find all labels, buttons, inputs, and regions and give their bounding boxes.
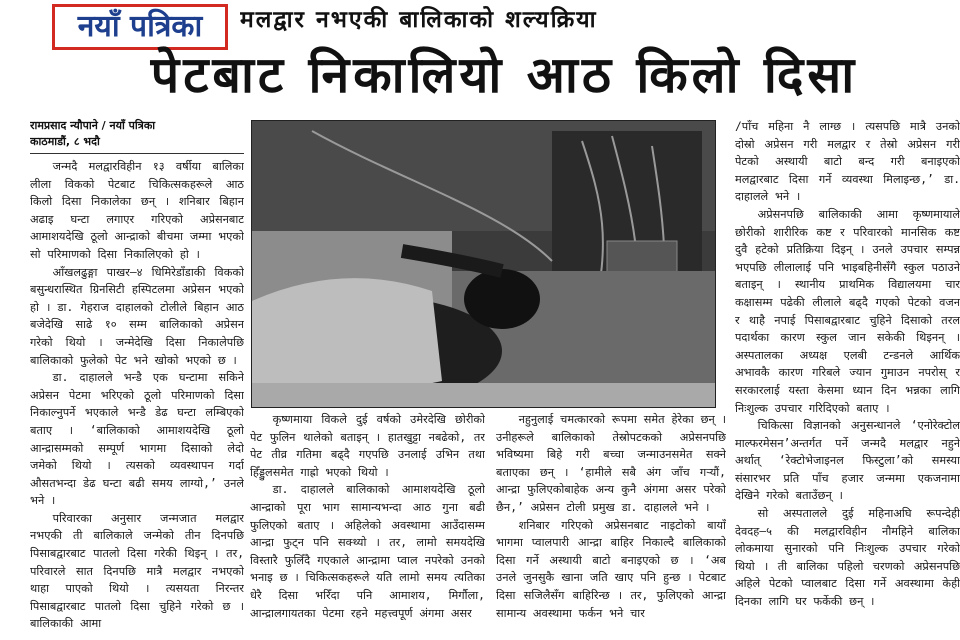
article-photo xyxy=(251,120,716,408)
article-column-3 xyxy=(496,411,726,640)
logo-text: नयाँ पत्रिका xyxy=(77,9,203,44)
article-column-1 xyxy=(30,158,244,640)
paragraph: अप्रेसनपछि बालिकाकी आमा कृष्णमायाले छोरीको शारीरिक कष्ट र परिवारको मानसिक कष्ट दुवै हटेको प्रतिक्रिया दिइन् । उनले उपचार सम्पन्न भएपछि लीलालाई पनि भाइबहिनीसँगै स्कुल पठाउने बताइन् । स्थानीय प्राथमिक विद्यालयमा चार कक्षासम्म पढेकी लीलाले बढ्दै गएको पेटको वजन र थाहै नपाई पिसाबद्वारबाट चुहिने दिसाको तरल पदार्थका कारण स्कुल जान सकेकी थिइनन् । अस्पतालका अध्यक्ष एलबी टन्डनले आर्थिक अभावकै कारण गरिबले ज्यान गुमाउन नपरोस् र सरकारलाई यस्ता केसमा ध्यान दिन भन्नका लागि निःशुल्क उपचार गरिदिएको बताए । xyxy=(735,207,960,415)
byline-author: रामप्रसाद न्यौपाने / नयाँ पत्रिका xyxy=(30,119,156,132)
paragraph: नहुनुलाई चमत्कारको रूपमा समेत हेरेका छन् । उनीहरूले बालिकाको तेस्रोपटकको अप्रेसनपछि भविष्यमा बिहे गरी बच्चा जन्माउनसमेत सक्ने बताएका छन् । ‘हामीले सबै अंग जाँच गर्‍यौं, आन्द्रा फुलिएकोबाहेक अन्य कुनै अंगमा असर परेको छैन,’ अप्रेसन टोली प्रमुख डा. दाहालले भने । xyxy=(496,413,726,514)
paragraph: चिकित्सा विज्ञानको अनुसन्धानले ‘एनोरेक्टोल माल्फरमेसन’अन्तर्गत पर्ने जन्मदै मलद्वार नहुने अर्थात् ‘रेक्टोभेजाइनल फिस्टुला’को समस्या संसारभर प्रति पाँच हजार जन्ममा एकजनामा देखिने गरेको बताउँछन् । xyxy=(735,419,960,503)
paragraph: सो अस्पतालले दुई महिनाअघि रूपन्देही देवदह–५ की मलद्वारविहीन नौमहिने बालिका लोकमाया सुनारको पनि निःशुल्क उपचार गरेको थियो । ती बालिका पहिलो चरणको अप्रेसनपछि अहिले पेटको प्वालबाट दिसा गर्ने अवस्थामा केही दिनका लागि घर फर्केकी छन् । xyxy=(735,507,960,609)
paragraph: शनिबार गरिएको अप्रेसनबाट नाइटोको बायाँ भागमा प्वालपारी आन्द्रा बाहिर निकाल्दै बालिकाको दिसा गर्ने अस्थायी बाटो बनाइएको छ । ‘अब उनले जुनसुकै खाना जति खाए पनि हुन्छ । पेटबाट दिसा सजिलैसँग बाहिरिन्छ । तर, फुलिएको आन्द्रा सामान्य अवस्थामा फर्कन भने चार xyxy=(496,518,726,620)
article-column-2 xyxy=(250,411,485,640)
paragraph: परिवारका अनुसार जन्मजात मलद्वार नभएकी ती बालिकाले जन्मेको तीन दिनपछि पिसाबद्वारबाट पातलो दिसा गरेकी थिइन् । तर, परिवारले सात दिनपछि मात्रै मलद्वार नभएको थाहा पाएको थियो । त्यसयता निरन्तर पिसाबद्वारबाट पातलो दिसा चुहिने गरेको छ । बालिकाकी आमा xyxy=(30,511,244,631)
patient-in-hospital-bed-photo xyxy=(252,121,716,408)
paragraph: डा. दाहालले भन्डै एक घन्टामा सकिने अप्रेसन पेटमा भरिएको ठूलो परिमाणको दिसा निकाल्नुपर्ने भएकाले भन्डै डेढ घन्टा लम्बिएको बताए । ‘बालिकाको आमाशयदेखि ठूलो आन्द्रासम्मको सम्पूर्ण भागमा दिसाको लेदो जमेको थियो । त्यसको व्यवस्थापन गर्दा औसतभन्दा डेढ घन्टा बढी समय लाग्यो,’ उनले भने । xyxy=(30,371,244,508)
paragraph: डा. दाहालले बालिकाको आमाशयदेखि ठूलो आन्द्राको पूरा भाग सामान्यभन्दा आठ गुना बढी फुलिएको बताए । अहिलेको अवस्थामा आउँदासम्म आन्द्रा फुट्न पनि सक्थ्यो । तर, लामो समयदेखि विस्तारै फुलिँदै गएकाले आन्द्रामा प्वाल नपरेको उनको भनाइ छ । चिकित्सकहरूले यति लामो समय त्यतिका धेरै दिसा भरिँदा पनि आमाशय, मिर्गौला, आन्द्रालगायतका पेटमा रहने महत्त्वपूर्ण अंगमा असर xyxy=(250,483,485,620)
paragraph: जन्मदै मलद्वारविहीन १३ वर्षीया बालिका लीला विकको पेटबाट चिकित्सकहरूले आठ किलो दिसा निकालेका छन् । शनिबार बिहान अढाइ घन्टा लगाएर गरिएको अप्रेसनबाट आमाशयदेखि ठूलो आन्द्राको बीचमा जम्मा भएको सो परिमाणको दिसा निकालिएको हो । xyxy=(30,160,244,261)
article-headline: पेटबाट निकालियो आठ किलो दिसा xyxy=(150,46,859,104)
paragraph: /पाँच महिना नै लाग्छ । त्यसपछि मात्रै उनको दोस्रो अप्रेसन गरी मलद्वार र तेस्रो अप्रेसन गरी पेटको अस्थायी बाटो बन्द गरी बनाइएको मलद्वारबाट दिसा गर्ने व्यवस्था मिलाइन्छ,’ डा. दाहालले भने । xyxy=(735,120,960,204)
paragraph: आँखलढुङ्गा पाखर–४ धिमिरेडाँडाकी विकको बसुन्धरास्थित ग्रिनसिटी हस्पिटलमा अप्रेसन भएको हो । डा. गेहराज दाहालको टोलीले बिहान आठ बजेदेखि साढे १० सम्म बालिकाको अप्रेसन गरेको थियो । जन्मेदेखि दिसा निकालेपछि बालिकाको फुलेको पेट भने खोको भएको छ । xyxy=(30,265,244,367)
paragraph: कृष्णमाया विकले दुई वर्षको उमेरदेखि छोरीको पेट फुलिन थालेको बताइन् । हातखुट्टा नबढेको, तर पेट तीव्र गतिमा बढ्दै गएपछि उनलाई उभिन तथा हिँड्डुलसमेत गाह्रो भएको थियो । xyxy=(250,413,485,479)
byline xyxy=(30,118,244,154)
byline-dateline: काठमाडौं, ८ भदौ xyxy=(30,135,100,148)
article-column-4 xyxy=(735,118,960,640)
article-kicker: मलद्वार नभएकी बालिकाको शल्यक्रिया xyxy=(240,7,598,32)
